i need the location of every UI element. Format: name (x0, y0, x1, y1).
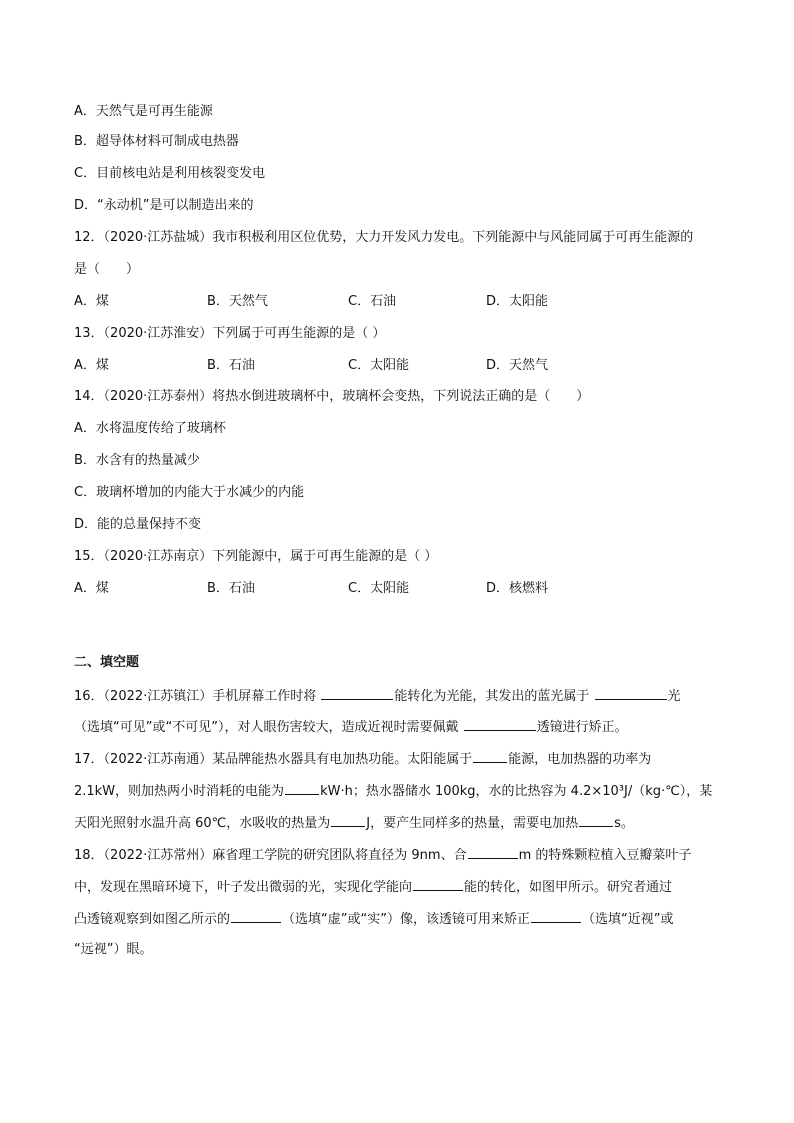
text-line (74, 941, 152, 959)
option-choice: D．天然气 (486, 358, 549, 373)
options-row (74, 580, 594, 598)
text-segment: “远视”）眼。 (74, 942, 153, 957)
text-line (74, 133, 239, 151)
text-line (74, 717, 628, 737)
text-line (74, 261, 139, 279)
options-row (74, 293, 594, 311)
text-segment: J，要产生同样多的热量，需要电加热 (366, 816, 579, 831)
text-line (74, 197, 253, 215)
text-segment: D．能的总量保持不变 (74, 517, 202, 532)
text-line (74, 686, 681, 706)
option-choice: A．煤 (74, 294, 109, 309)
text-line (74, 165, 265, 183)
option-choice: B．石油 (207, 358, 255, 373)
text-segment: 能源，电加热器的功率为 (508, 752, 652, 767)
answer-blank (595, 686, 667, 700)
text-segment: A．天然气是可再生能源 (74, 104, 213, 119)
text-segment: 光 (667, 689, 681, 704)
text-segment: 能的转化，如图甲所示。研究者通过 (464, 880, 673, 895)
text-segment: （选填“可见”或“不可见”），对人眼伤害较大，造成近视时需要佩戴 (74, 720, 463, 735)
answer-blank (413, 877, 463, 891)
text-line (74, 749, 651, 769)
text-segment: C．玻璃杯增加的内能大于水减少的内能 (74, 485, 305, 500)
text-line (74, 420, 226, 438)
text-segment: 13．（2020·江苏淮安）下列属于可再生能源的是（ ） (74, 326, 386, 341)
answer-blank (473, 749, 507, 763)
option-choice: B．天然气 (207, 294, 268, 309)
answer-blank (285, 781, 319, 795)
option-choice: D．核燃料 (486, 581, 549, 596)
option-choice: D．太阳能 (486, 294, 549, 309)
text-line (74, 877, 672, 897)
text-segment: D．“永动机”是可以制造出来的 (74, 198, 254, 213)
text-line (74, 845, 691, 865)
text-line (74, 103, 213, 121)
option-choice: C．太阳能 (348, 358, 410, 373)
option-choice: A．煤 (74, 581, 109, 596)
text-segment: 凸透镜观察到如图乙所示的 (74, 912, 231, 927)
text-segment: kW·h；热水器储水 100kg，水的比热容为 4.2×10³J/（kg·℃），某 (320, 784, 713, 799)
answer-blank (231, 909, 281, 923)
answer-blank (331, 813, 365, 827)
text-segment: 二、填空题 (74, 655, 140, 670)
answer-blank (468, 845, 518, 859)
answer-blank (321, 686, 393, 700)
text-line (74, 781, 712, 801)
text-segment: 16．（2022·江苏镇江）手机屏幕工作时将 (74, 689, 321, 704)
text-segment: C．目前核电站是利用核裂变发电 (74, 166, 266, 181)
text-segment: 14．（2020·江苏泰州）将热水倒进玻璃杯中，玻璃杯会变热，下列说法正确的是（ ） (74, 389, 590, 404)
text-segment: 中，发现在黑暗环境下，叶子发出微弱的光，实现化学能向 (74, 880, 413, 895)
text-segment: 12．（2020·江苏盐城）我市积极利用区位优势，大力开发风力发电。下列能源中与风能同属于可再生能源的 (74, 230, 694, 245)
options-row (74, 357, 594, 375)
text-line (74, 325, 385, 343)
answer-blank (531, 909, 581, 923)
text-line (74, 909, 673, 929)
text-line (74, 813, 634, 833)
text-segment: 17．（2022·江苏南通）某品牌能热水器具有电加热功能。太阳能属于 (74, 752, 473, 767)
text-segment: 天阳光照射水温升高 60℃，水吸收的热量为 (74, 816, 331, 831)
answer-blank (579, 813, 613, 827)
text-line (74, 484, 304, 502)
option-choice: B．石油 (207, 581, 255, 596)
text-segment: s。 (614, 816, 634, 831)
text-segment: （选填“近视”或 (581, 912, 674, 927)
text-segment: 15．（2020·江苏南京）下列能源中，属于可再生能源的是（ ） (74, 549, 438, 564)
option-choice: C．太阳能 (348, 581, 410, 596)
text-segment: 18．（2022·江苏常州）麻省理工学院的研究团队将直径为 9nm、合 (74, 848, 467, 863)
text-line (74, 388, 589, 406)
text-segment: 能转化为光能，其发出的蓝光属于 (394, 689, 594, 704)
answer-blank (464, 717, 536, 731)
option-choice: C．石油 (348, 294, 397, 309)
text-segment: （选填“虚”或“实”）像，该透镜可用来矫正 (282, 912, 530, 927)
text-segment: B．超导体材料可制成电热器 (74, 134, 239, 149)
text-segment: 是（ ） (74, 262, 140, 277)
option-choice: A．煤 (74, 358, 109, 373)
text-segment: 2.1kW，则加热两小时消耗的电能为 (74, 784, 285, 799)
text-segment: m 的特殊颗粒植入豆瓣菜叶子 (518, 848, 692, 863)
text-line (74, 452, 200, 470)
text-segment: A．水将温度传给了玻璃杯 (74, 421, 226, 436)
text-line (74, 516, 201, 534)
section-heading (74, 654, 139, 672)
text-line (74, 548, 437, 566)
text-segment: B．水含有的热量减少 (74, 453, 200, 468)
text-segment: 透镜进行矫正。 (536, 720, 628, 735)
text-line (74, 229, 693, 247)
